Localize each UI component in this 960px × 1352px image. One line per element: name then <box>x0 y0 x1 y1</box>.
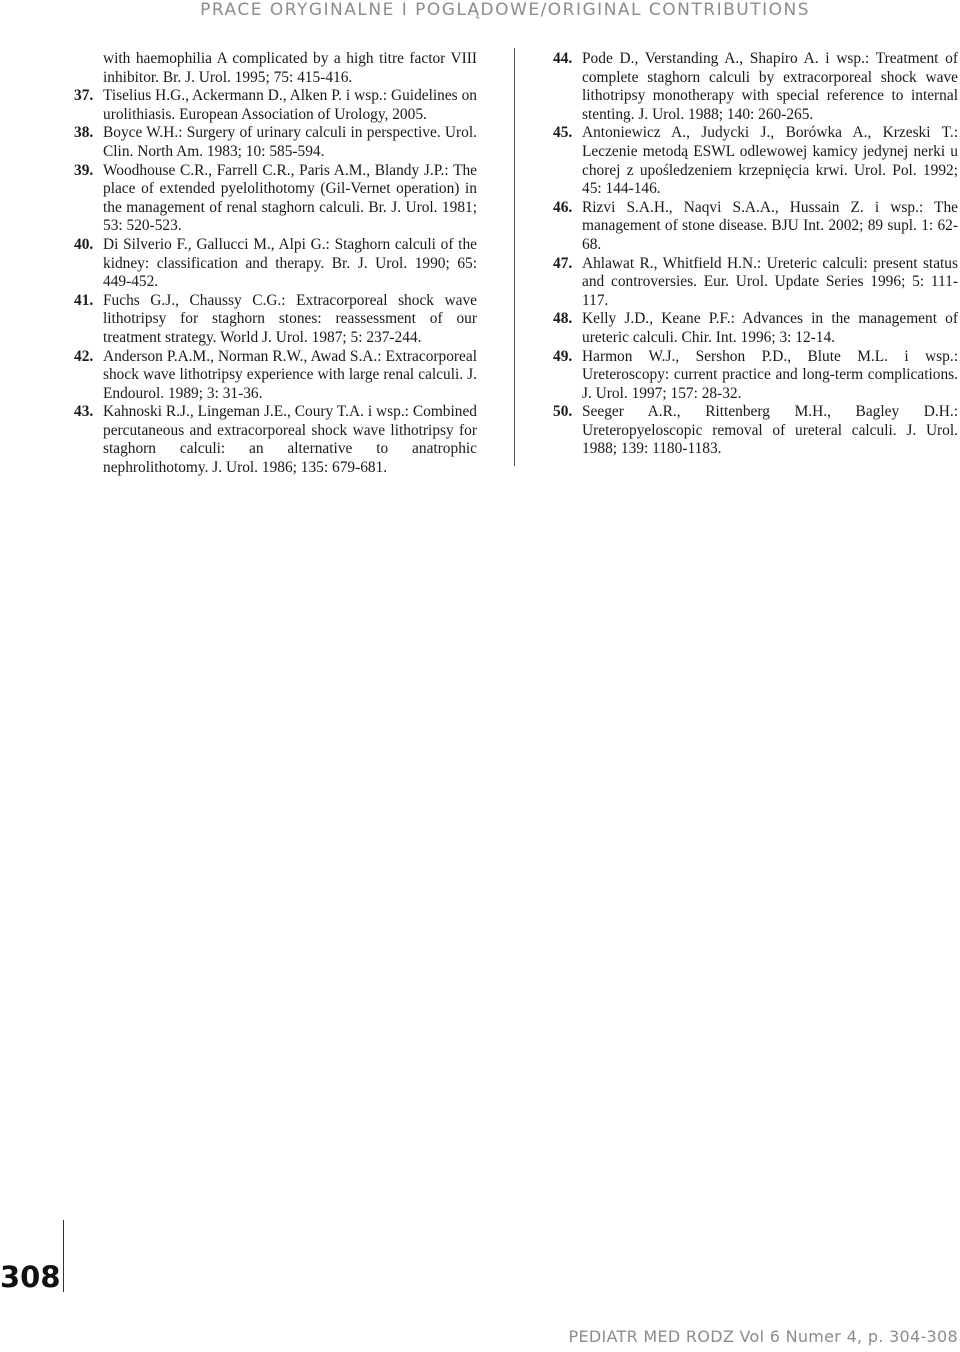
reference-number: 40. <box>74 235 94 253</box>
references-left-column <box>74 50 477 478</box>
reference-number: 41. <box>74 291 94 309</box>
reference-text: Harmon W.J., Sershon P.D., Blute M.L. i wsp.: Ureteroscopy: current practice and long-term complications. J. Urol. 1997; 157: 28-32. <box>582 347 958 402</box>
reference-text: Anderson P.A.M., Norman R.W., Awad S.A.: Extracorporeal shock wave lithotripsy experience with large renal calculi. J. Endourol. 1989; 3: 31-36. <box>103 347 477 402</box>
page-number: 308 <box>0 1260 61 1294</box>
reference-number: 44. <box>553 50 573 67</box>
reference-item-46 <box>553 199 958 255</box>
reference-number: 50. <box>553 403 573 421</box>
reference-text: Tiselius H.G., Ackermann D., Alken P. i wsp.: Guidelines on urolithiasis. European Association of Urology, 2005. <box>103 87 477 123</box>
reference-item-42 <box>74 348 477 404</box>
reference-number: 38. <box>74 124 94 142</box>
reference-text: Di Silverio F., Gallucci M., Alpi G.: Staghorn calculi of the kidney: classification and therapy. Br. J. Urol. 1990; 65: 449-452. <box>103 235 477 291</box>
reference-number: 37. <box>74 87 94 105</box>
reference-text: Woodhouse C.R., Farrell C.R., Paris A.M., Blandy J.P.: The place of extended pyelolithotomy (Gil-Vernet operation) in the management of renal staghorn calculi. Br. J. Urol. 1981; 53: 520-523. <box>103 161 477 235</box>
reference-number: 47. <box>553 254 573 272</box>
reference-item-50 <box>553 403 958 459</box>
reference-item-49 <box>553 348 958 404</box>
reference-text: Boyce W.H.: Surgery of urinary calculi in perspective. Urol. Clin. North Am. 1983; 10: 585-594. <box>103 124 477 160</box>
reference-text: with haemophilia A complicated by a high titre factor VIII inhibitor. Br. J. Urol. 1995; 75: 415-416. <box>103 50 477 86</box>
running-header: PRACE ORYGINALNE I POGLĄDOWE/ORIGINAL CONTRIBUTIONS <box>200 0 810 20</box>
reference-number: 48. <box>553 310 573 328</box>
page-number-divider <box>63 1220 64 1292</box>
reference-text: Ahlawat R., Whitfield H.N.: Ureteric calculi: present status and controversies. Eur. Urol. Update Series 1996; 5: 111-117. <box>582 254 958 309</box>
reference-text: Fuchs G.J., Chaussy C.G.: Extracorporeal shock wave lithotripsy for staghorn stones: reassessment of our treatment strategy. World J. Urol. 1987; 5: 237-244. <box>103 291 477 346</box>
footer-citation: PEDIATR MED RODZ Vol 6 Numer 4, p. 304-308 <box>568 1327 958 1346</box>
reference-item-43 <box>74 403 477 477</box>
reference-item-41 <box>74 292 477 348</box>
reference-number: 43. <box>74 403 94 421</box>
references-right-column <box>553 50 958 459</box>
column-divider <box>514 48 515 466</box>
reference-number: 39. <box>74 161 94 179</box>
reference-text: Antoniewicz A., Judycki J., Borówka A., Krzeski T.: Leczenie metodą ESWL odlewowej kamicy jedynej nerki u chorej z upośledzeniem krzepnięcia krwi. Urol. Pol. 1992; 45: 144-146. <box>582 124 958 198</box>
reference-item-47 <box>553 255 958 311</box>
reference-number: 49. <box>553 347 573 365</box>
reference-item-44 <box>553 50 958 124</box>
reference-item-39 <box>74 162 477 236</box>
reference-item-45 <box>553 124 958 198</box>
reference-item-48 <box>553 310 958 347</box>
reference-continuation <box>74 50 477 87</box>
reference-text: Pode D., Verstanding A., Shapiro A. i wsp.: Treatment of complete staghorn calculi by extracorporeal shock wave lithotripsy monotherapy with special reference to internal stenting. J. Urol. 1988; 140: 260-265. <box>582 50 958 123</box>
reference-text: Rizvi S.A.H., Naqvi S.A.A., Hussain Z. i wsp.: The management of stone disease. BJU Int. 2002; 89 supl. 1: 62-68. <box>582 198 958 253</box>
reference-number: 46. <box>553 198 573 216</box>
reference-item-37 <box>74 87 477 124</box>
reference-item-38 <box>74 124 477 161</box>
reference-number: 42. <box>74 347 94 365</box>
reference-text: Kelly J.D., Keane P.F.: Advances in the management of ureteric calculi. Chir. Int. 1996; 3: 12-14. <box>582 310 958 346</box>
reference-text: Kahnoski R.J., Lingeman J.E., Coury T.A. i wsp.: Combined percutaneous and extracorporeal shock wave lithotripsy for staghorn calculi: an alternative to anatrophic nephrolithotomy. J. Urol. 1986; 135: 679-681. <box>103 403 477 477</box>
reference-text: Seeger A.R., Rittenberg M.H., Bagley D.H.: Ureteropyeloscopic removal of ureteral calculi. J. Urol. 1988; 139: 1180-1183. <box>582 403 958 458</box>
reference-number: 45. <box>553 124 573 142</box>
reference-item-40 <box>74 236 477 292</box>
